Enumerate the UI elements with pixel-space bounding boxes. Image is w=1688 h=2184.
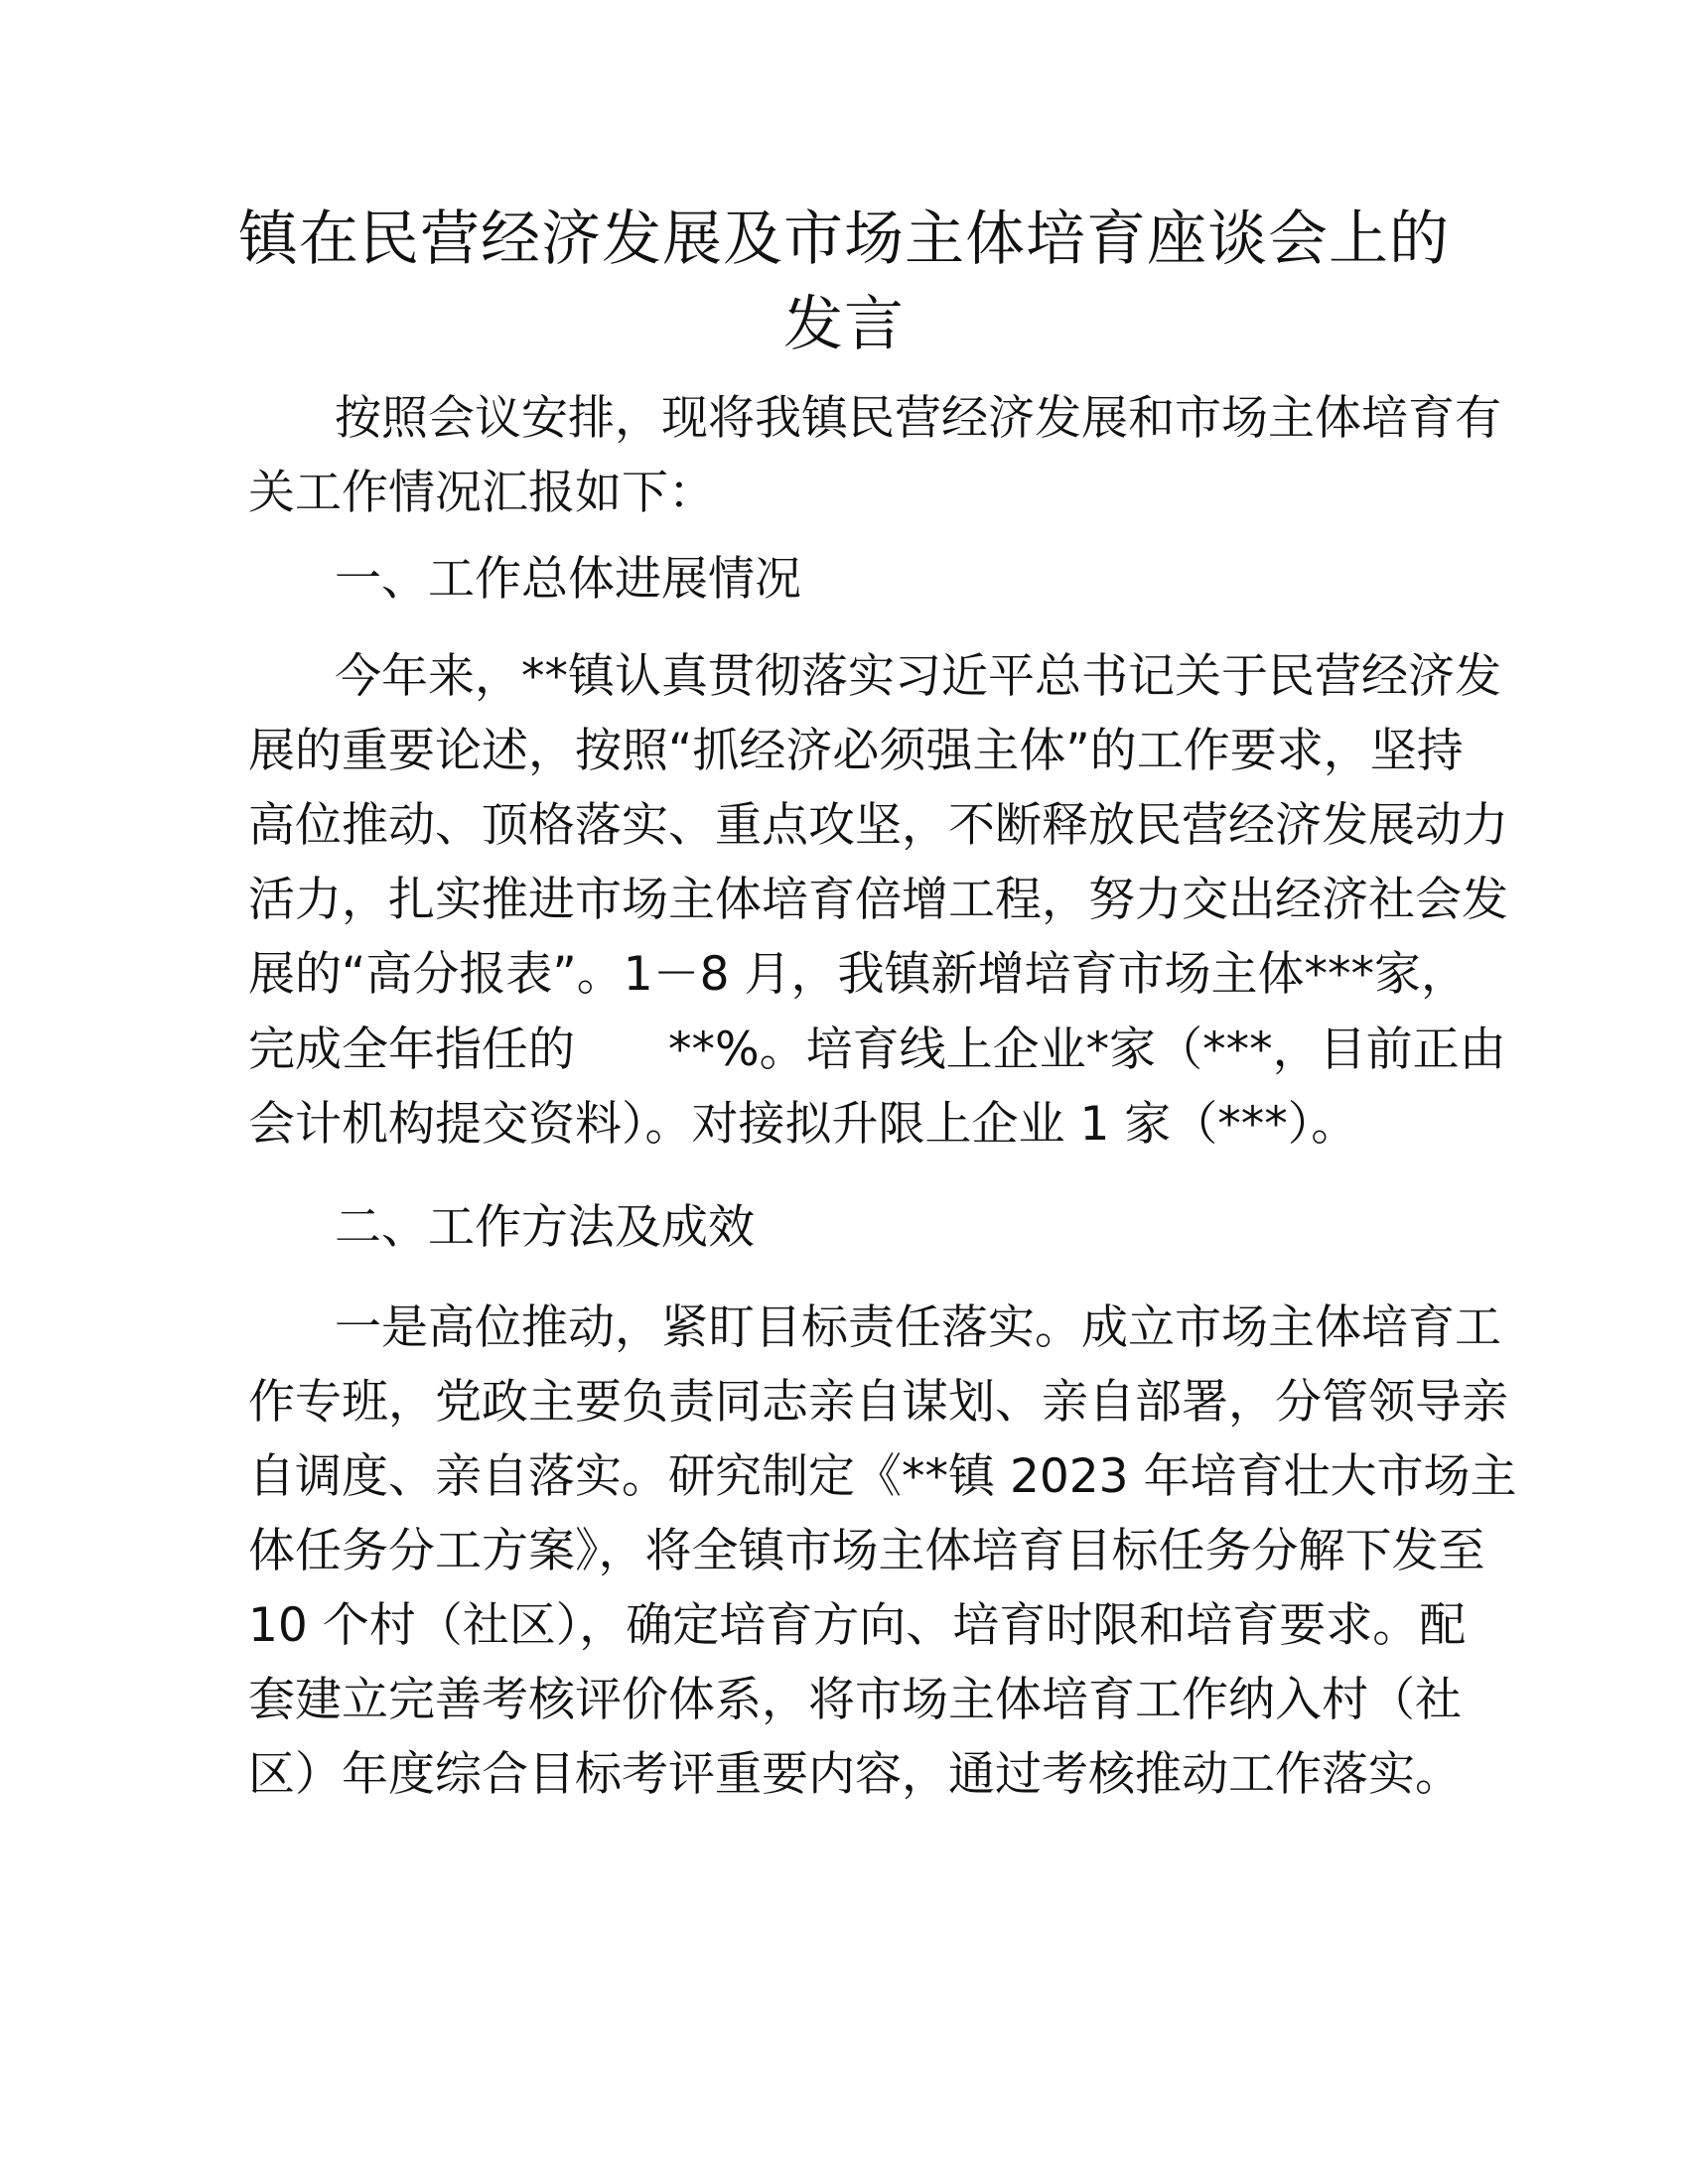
paragraph-line: 今年来，**镇认真贯彻落实习近平总书记关于民营经济发 [335,649,1501,704]
paragraph-line: 关工作情况汇报如下： [248,466,715,520]
paragraph-line: 体任务分工方案》，将全镇市场主体培育目标任务分解下发至 [248,1524,1485,1578]
paragraph-line: 自调度、亲自落实。研究制定《**镇 2023 年培育壮大市场主 [248,1449,1517,1504]
document-title-line-1: 镇在民营经济发展及市场主体培育座谈会上的 [238,205,1450,274]
paragraph-line: 一是高位推动，紧盯目标责任落实。成立市场主体培育工 [335,1300,1501,1355]
paragraph-line: 展的“高分报表”。1－8 月，我镇新增培育市场主体***家， [248,947,1468,1002]
paragraph-line: 套建立完善考核评价体系，将市场主体培育工作纳入村（社 [248,1673,1462,1727]
paragraph-line: 完成全年指任的 **%。培育线上企业*家（***，目前正由 [248,1023,1506,1077]
section-heading-2: 二、工作方法及成效 [335,1200,755,1255]
paragraph-line: 展的重要论述，按照“抓经济必须强主体”的工作要求，坚持 [248,724,1464,778]
paragraph-line: 区）年度综合目标考评重要内容，通过考核推动工作落实。 [248,1747,1462,1802]
paragraph-line: 作专班，党政主要负责同志亲自谋划、亲自部署，分管领导亲 [248,1375,1508,1430]
document-title-line-2: 发言 [783,290,905,359]
paragraph-line: 按照会议安排，现将我镇民营经济发展和市场主体培育有 [335,391,1501,446]
paragraph-line: 10 个村（社区），确定培育方向、培育时限和培育要求。配 [248,1598,1467,1653]
section-heading-1: 一、工作总体进展情况 [335,552,801,607]
paragraph-line: 高位推动、顶格落实、重点攻坚，不断释放民营经济发展动力 [248,798,1508,853]
paragraph-line: 活力，扎实推进市场主体培育倍增工程，努力交出经济社会发 [248,873,1508,927]
paragraph-line: 会计机构提交资料）。对接拟升限上企业 1 家（***）。 [248,1097,1358,1152]
